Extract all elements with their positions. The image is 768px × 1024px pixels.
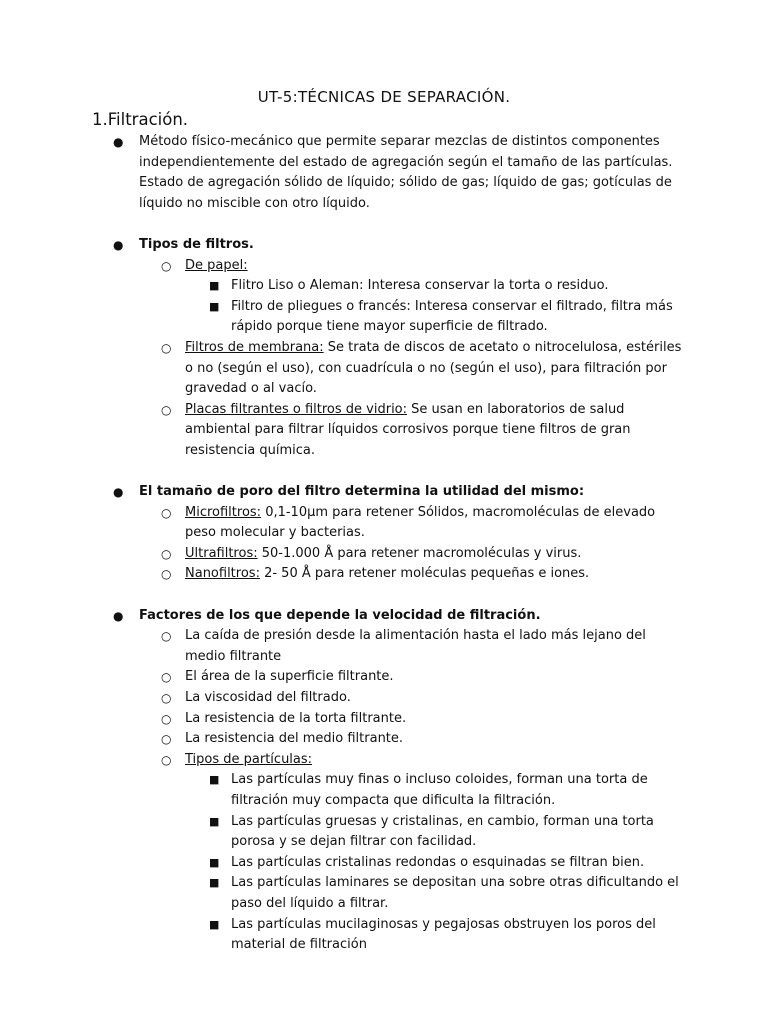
tipos-filtros-sublist — [139, 256, 688, 462]
particula-text: Las partículas muy finas o incluso coloides, forman una torta de filtración muy compacta que dificulta la filtración. — [231, 772, 648, 808]
circle-bullet-icon: ○ — [161, 629, 172, 644]
circle-bullet-icon: ○ — [161, 711, 172, 726]
particula-item — [209, 873, 688, 914]
factores-heading: Factores de los que depende la velocidad de filtración. — [139, 607, 541, 623]
membrana-text: Se trata de discos de acetato o nitrocelulosa, estériles o no (según el uso), con cuadrícula o no (según el uso), para filtración por gravedad o al vacío. — [185, 339, 682, 397]
disc-bullet-icon: ● — [113, 485, 124, 500]
tamano-poro-heading: El tamaño de poro del filtro determina la utilidad del mismo: — [139, 484, 585, 500]
sublist-item-membrana — [161, 338, 688, 400]
square-bullet-icon: ■ — [209, 855, 220, 869]
papel-item-text: Filtro de pliegues o francés: Interesa conservar el filtrado, filtra más rápido porque tiene mayor superficie de filtrado. — [231, 298, 673, 335]
circle-bullet-icon: ○ — [161, 567, 172, 582]
spacer — [0, 462, 768, 483]
circle-bullet-icon: ○ — [161, 340, 172, 355]
papel-sublist — [185, 276, 688, 338]
disc-bullet-icon: ● — [113, 608, 124, 623]
particula-text: Las partículas cristalinas redondas o esquinadas se filtran bien. — [231, 854, 645, 870]
circle-bullet-icon: ○ — [161, 258, 172, 273]
list-item-intro — [0, 132, 768, 214]
particula-text: Las partículas mucilaginosas y pegajosas obstruyen los poros del material de filtración — [231, 916, 656, 953]
factor-text: El área de la superficie filtrante. — [185, 669, 394, 685]
list-item-tamano-poro — [0, 482, 768, 585]
circle-bullet-icon: ○ — [161, 732, 172, 747]
membrana-label: Filtros de membrana: — [185, 339, 324, 355]
particulas-label: Tipos de partículas: — [185, 751, 313, 767]
factores-sublist — [139, 626, 688, 956]
sublist-item-ultrafiltros — [161, 544, 688, 565]
disc-bullet-icon: ● — [113, 135, 124, 149]
factor-item — [161, 667, 688, 688]
sublist-item-papel — [161, 256, 688, 338]
tipos-filtros-heading: Tipos de filtros. — [139, 236, 254, 252]
circle-bullet-icon: ○ — [161, 505, 172, 520]
circle-bullet-icon: ○ — [161, 670, 172, 685]
factor-text: La caída de presión desde la alimentación hasta el lado más lejano del medio filtrante — [185, 628, 646, 664]
tamano-poro-sublist — [139, 503, 688, 585]
factor-item — [161, 688, 688, 709]
sublist-item-nanofiltros — [161, 564, 688, 585]
nanofiltros-label: Nanofiltros: — [185, 566, 260, 582]
factor-text: La resistencia de la torta filtrante. — [185, 710, 407, 726]
document-content — [0, 132, 768, 956]
square-bullet-icon: ■ — [209, 773, 220, 787]
particula-item — [209, 770, 688, 811]
ultrafiltros-label: Ultrafiltros: — [185, 545, 258, 561]
square-bullet-icon: ■ — [209, 876, 220, 890]
square-bullet-icon: ■ — [209, 917, 220, 931]
spacer — [0, 585, 768, 606]
sublist-item-placas — [161, 400, 688, 462]
particula-item — [209, 915, 688, 956]
disc-bullet-icon: ● — [113, 237, 124, 252]
square-bullet-icon: ■ — [209, 814, 220, 828]
factor-item — [161, 626, 688, 667]
papel-item-pliegues — [209, 297, 688, 338]
papel-label: De papel: — [185, 257, 248, 273]
placas-text: Se usan en laboratorios de salud ambiental para filtrar líquidos corrosivos porque tiene filtros de gran resistencia química. — [185, 401, 631, 458]
nanofiltros-text: 2- 50 Å para retener moléculas pequeñas e iones. — [259, 566, 590, 582]
factor-text: La viscosidad del filtrado. — [185, 690, 351, 706]
microfiltros-text: 0,1-10μm para retener Sólidos, macromoléculas de elevado peso molecular y bacterias. — [185, 504, 656, 541]
list-item-factores — [0, 606, 768, 956]
main-list — [0, 132, 768, 956]
factor-item — [161, 709, 688, 730]
particula-text: Las partículas gruesas y cristalinas, en cambio, forman una torta porosa y se dejan filtrar con facilidad. — [231, 813, 654, 850]
list-item-tipos-filtros — [0, 235, 768, 462]
circle-bullet-icon: ○ — [161, 752, 172, 767]
spacer — [0, 214, 768, 235]
microfiltros-label: Microfiltros: — [185, 504, 262, 520]
circle-bullet-icon: ○ — [161, 691, 172, 706]
particula-item — [209, 812, 688, 853]
circle-bullet-icon: ○ — [161, 402, 172, 417]
factor-item — [161, 729, 688, 750]
papel-item-liso — [209, 276, 688, 297]
ultrafiltros-text: 50-1.000 Å para retener macromoléculas y virus. — [257, 545, 582, 561]
placas-label: Placas filtrantes o filtros de vidrio: — [185, 401, 408, 417]
particulas-sublist — [185, 770, 688, 955]
particula-text: Las partículas laminares se depositan una sobre otras dificultando el paso del líquido a filtrar. — [231, 875, 679, 911]
square-bullet-icon: ■ — [209, 299, 220, 313]
section-heading: 1.Filtración. — [92, 110, 189, 129]
sublist-item-particulas — [161, 750, 688, 956]
circle-bullet-icon: ○ — [161, 546, 172, 561]
page-title: UT-5:TÉCNICAS DE SEPARACIÓN. — [257, 88, 511, 106]
sublist-item-microfiltros — [161, 503, 688, 544]
factor-text: La resistencia del medio filtrante. — [185, 731, 404, 747]
square-bullet-icon: ■ — [209, 279, 220, 293]
intro-text: Método físico-mecánico que permite separar mezclas de distintos componentes independientemente del estado de agregación según el tamaño de las partículas. Estado de agregación sólido de líquido; sólido de gas; líquido de gas; gotículas de líquido no miscible con otro líquido. — [139, 134, 673, 211]
papel-item-text: Flitro Liso o Aleman: Interesa conservar la torta o residuo. — [231, 278, 609, 294]
particula-item — [209, 853, 688, 874]
